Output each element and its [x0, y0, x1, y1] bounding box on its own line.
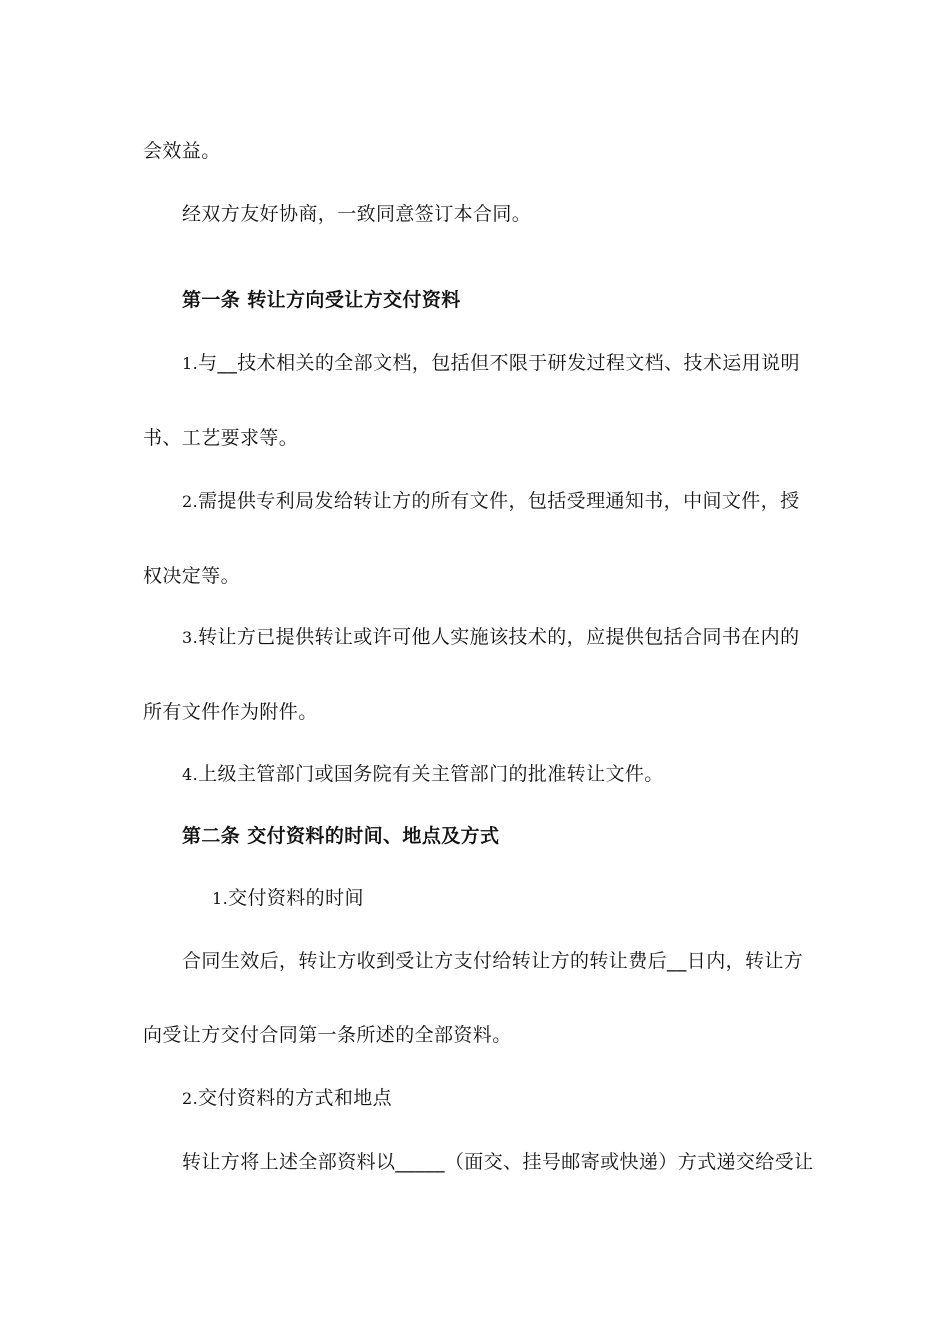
- subheading: [212, 885, 364, 912]
- line-text: 权决定等。: [143, 565, 241, 587]
- section-heading: [182, 823, 499, 849]
- item-text: 转让方已提供转让或许可他人实施该技术的，应提供包括合同书在内的: [198, 626, 800, 648]
- item-number: 1.: [212, 889, 229, 908]
- line-text: 书、工艺要求等。: [143, 427, 299, 449]
- subheading-text: 交付资料的时间: [228, 887, 364, 909]
- item-number: 1.: [182, 354, 199, 373]
- list-item: [182, 488, 799, 515]
- text-line: [143, 563, 240, 589]
- item-number: 2.: [182, 492, 199, 511]
- heading-text: 第二条 交付资料的时间、地点及方式: [182, 825, 500, 847]
- section-heading: [182, 287, 461, 313]
- text-line: [182, 948, 803, 974]
- text-line: [143, 699, 318, 725]
- heading-text: 第一条 转让方向受让方交付资料: [182, 289, 461, 311]
- item-text: 需提供专利局发给转让方的所有文件，包括受理通知书，中间文件，授: [198, 490, 800, 512]
- item-number: 3.: [182, 628, 199, 647]
- line-text: 会效益。: [143, 140, 221, 162]
- list-item: [182, 624, 799, 651]
- list-item: [182, 350, 800, 377]
- subheading: [182, 1085, 392, 1112]
- line-text: 转让方将上述全部资料以_____（面交、挂号邮寄或快递）方式递交给受让: [182, 1151, 814, 1173]
- text-line: [182, 201, 531, 227]
- item-number: 4.: [182, 765, 199, 784]
- text-line: [143, 1022, 512, 1048]
- item-text: 与__技术相关的全部文档，包括但不限于研发过程文档、技术运用说明: [198, 352, 800, 374]
- list-item: [182, 761, 664, 788]
- text-line: [143, 138, 221, 164]
- text-line: [182, 1149, 814, 1175]
- item-text: 上级主管部门或国务院有关主管部门的批准转让文件。: [198, 763, 664, 785]
- line-text: 经双方友好协商，一致同意签订本合同。: [182, 203, 532, 225]
- text-line: [143, 425, 298, 451]
- line-text: 所有文件作为附件。: [143, 701, 318, 723]
- item-number: 2.: [182, 1089, 199, 1108]
- subheading-text: 交付资料的方式和地点: [198, 1087, 393, 1109]
- line-text: 向受让方交付合同第一条所述的全部资料。: [143, 1024, 512, 1046]
- line-text: 合同生效后，转让方收到受让方支付给转让方的转让费后__日内，转让方: [182, 950, 804, 972]
